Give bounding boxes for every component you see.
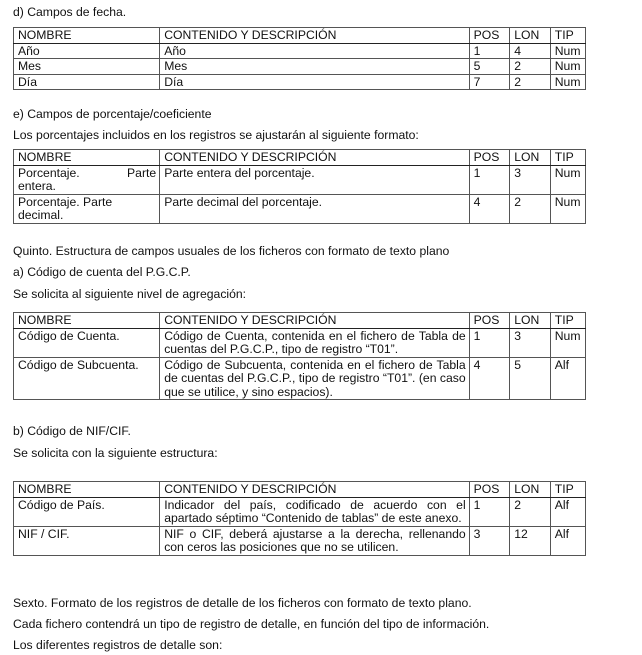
header-pos: POS	[469, 313, 510, 329]
header-contenido: CONTENIDO Y DESCRIPCIÓN	[160, 150, 469, 166]
cell-pos: 7	[469, 74, 510, 90]
cell-nombre: Día	[14, 74, 160, 90]
cell-pos: 4	[469, 357, 510, 400]
table-row	[14, 497, 586, 526]
cell-tip: Num	[550, 74, 585, 90]
cell-nombre-text: Porcentaje. Parte decimal.	[18, 194, 113, 222]
cell-lon: 5	[510, 357, 551, 400]
cell-tip: Alf	[550, 497, 585, 526]
cell-contenido: Parte entera del porcentaje.	[160, 165, 469, 194]
cell-nombre: NIF / CIF.	[14, 526, 160, 555]
section-d-title: d) Campos de fecha.	[13, 5, 127, 19]
header-pos: POS	[469, 28, 510, 44]
cell-contenido: Código de Subcuenta, contenida en el fichero de Tabla de cuentas del P.G.C.P., tipo de registro “T01”. (en caso que se utilice, y sino espacios).	[160, 357, 469, 400]
header-nombre: NOMBRE	[14, 28, 160, 44]
cell-nombre: Mes	[14, 59, 160, 75]
table-header-row	[14, 150, 586, 166]
table-header-row	[14, 482, 586, 498]
cell-lon: 2	[510, 59, 551, 75]
sexto-paragraph-1: Cada fichero contendrá un tipo de registro de detalle, en función del tipo de información.	[13, 617, 490, 631]
percentage-fields-table	[13, 149, 586, 224]
cell-contenido: Año	[160, 43, 469, 59]
cell-lon: 4	[510, 43, 551, 59]
cell-nombre-part: entera.	[18, 179, 56, 193]
cell-lon: 2	[510, 74, 551, 90]
header-pos: POS	[469, 482, 510, 498]
table-header-row	[14, 313, 586, 329]
cell-tip: Num	[550, 43, 585, 59]
cell-nombre-part: Porcentaje.	[18, 165, 80, 180]
cell-lon: 3	[510, 165, 551, 194]
table-header-row	[14, 28, 586, 44]
table-row	[14, 43, 586, 59]
cell-nombre: Código de Cuenta.	[14, 328, 160, 357]
cell-contenido: Mes	[160, 59, 469, 75]
header-lon: LON	[510, 313, 551, 329]
quinto-title: Quinto. Estructura de campos usuales de los ficheros con formato de texto plano	[13, 244, 450, 258]
cell-tip: Alf	[550, 357, 585, 400]
subsection-a-title: a) Código de cuenta del P.G.C.P.	[13, 265, 191, 279]
cell-contenido: NIF o CIF, deberá ajustarse a la derecha, rellenando con ceros las posiciones que no se utilicen.	[160, 526, 469, 555]
cell-pos: 1	[469, 165, 510, 194]
cell-pos: 5	[469, 59, 510, 75]
cell-contenido: Día	[160, 74, 469, 90]
subsection-b-title: b) Código de NIF/CIF.	[13, 424, 131, 438]
subsection-a-intro: Se solicita al siguiente nivel de agregación:	[13, 287, 247, 301]
section-e-intro: Los porcentajes incluidos en los registros se ajustarán al siguiente formato:	[13, 128, 419, 142]
header-contenido: CONTENIDO Y DESCRIPCIÓN	[160, 482, 469, 498]
header-lon: LON	[510, 150, 551, 166]
header-nombre: NOMBRE	[14, 482, 160, 498]
table-row	[14, 328, 586, 357]
cell-tip: Num	[550, 165, 585, 194]
header-nombre: NOMBRE	[14, 150, 160, 166]
cell-nombre-part: Parte	[127, 165, 157, 180]
cell-lon: 12	[510, 526, 551, 555]
cell-pos: 1	[469, 328, 510, 357]
cell-lon: 2	[510, 194, 551, 223]
cell-tip: Num	[550, 328, 585, 357]
header-tip: TIP	[550, 313, 585, 329]
header-tip: TIP	[550, 482, 585, 498]
account-code-table	[13, 312, 586, 400]
header-tip: TIP	[550, 150, 585, 166]
table-row	[14, 165, 586, 194]
header-pos: POS	[469, 150, 510, 166]
header-contenido: CONTENIDO Y DESCRIPCIÓN	[160, 313, 469, 329]
cell-nombre: Código de Subcuenta.	[14, 357, 160, 400]
table-row	[14, 526, 586, 555]
cell-tip: Num	[550, 194, 585, 223]
cell-lon: 3	[510, 328, 551, 357]
cell-contenido: Parte decimal del porcentaje.	[160, 194, 469, 223]
cell-pos: 4	[469, 194, 510, 223]
sexto-paragraph-2: Los diferentes registros de detalle son:	[13, 638, 223, 652]
cell-nombre: Año	[14, 43, 160, 59]
table-row	[14, 357, 586, 400]
section-e-title: e) Campos de porcentaje/coeficiente	[13, 107, 212, 121]
header-lon: LON	[510, 28, 551, 44]
header-tip: TIP	[550, 28, 585, 44]
cell-contenido: Código de Cuenta, contenida en el fichero de Tabla de cuentas del P.G.C.P., tipo de registro “T01”.	[160, 328, 469, 357]
table-row	[14, 74, 586, 90]
nif-cif-table	[13, 481, 586, 556]
header-nombre: NOMBRE	[14, 313, 160, 329]
table-row	[14, 194, 586, 223]
cell-nombre	[14, 194, 160, 223]
table-row	[14, 59, 586, 75]
cell-nombre: Código de País.	[14, 497, 160, 526]
cell-pos: 1	[469, 43, 510, 59]
header-contenido: CONTENIDO Y DESCRIPCIÓN	[160, 28, 469, 44]
cell-pos: 3	[469, 526, 510, 555]
cell-lon: 2	[510, 497, 551, 526]
subsection-b-intro: Se solicita con la siguiente estructura:	[13, 446, 218, 460]
cell-nombre	[14, 165, 160, 194]
cell-contenido: Indicador del país, codificado de acuerdo con el apartado séptimo “Contenido de tablas” de este anexo.	[160, 497, 469, 526]
date-fields-table	[13, 27, 586, 90]
sexto-title: Sexto. Formato de los registros de detalle de los ficheros con formato de texto plano.	[13, 596, 472, 610]
cell-pos: 1	[469, 497, 510, 526]
header-lon: LON	[510, 482, 551, 498]
cell-tip: Num	[550, 59, 585, 75]
cell-tip: Alf	[550, 526, 585, 555]
